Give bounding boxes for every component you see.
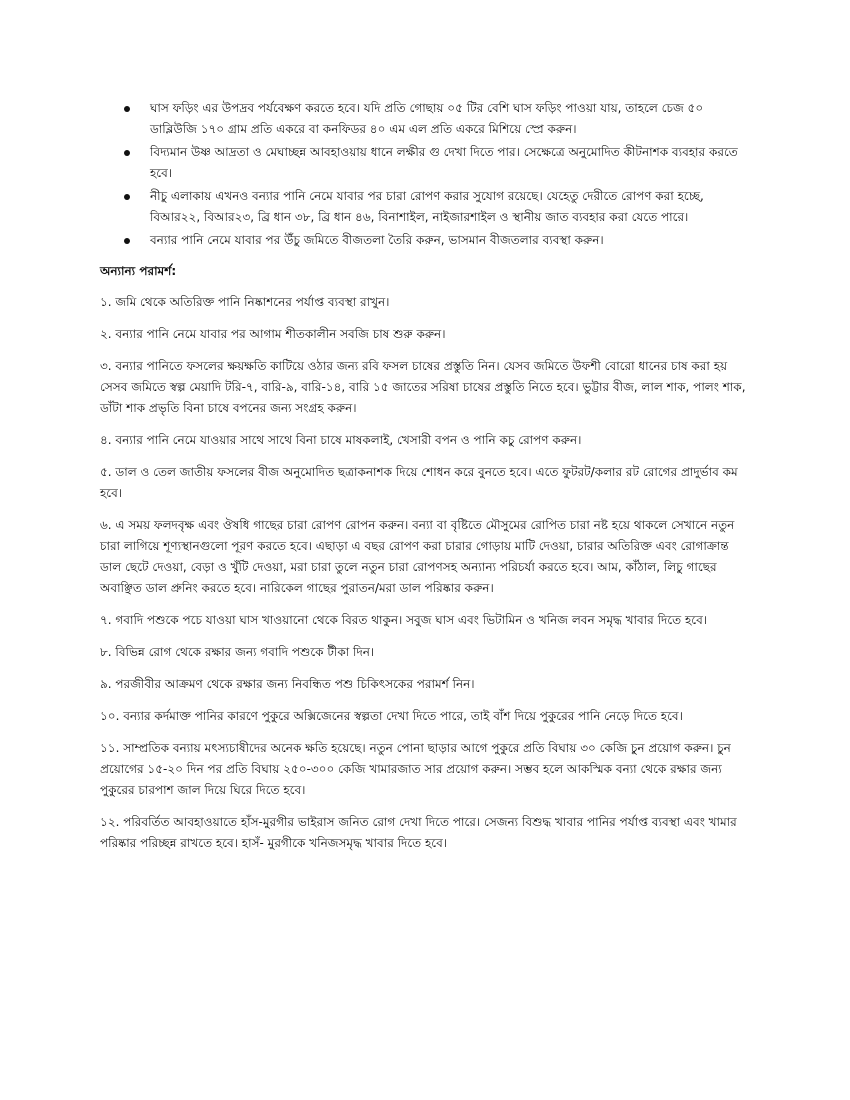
bullet-icon xyxy=(124,238,130,244)
list-item xyxy=(122,230,750,251)
advice-paragraph: ৩. বন্যার পানিতে ফসলের ক্ষয়ক্ষতি কাটিয়ে ওঠার জন্য রবি ফসল চাষের প্রস্তুতি নিন। যেসব জমিতে উফশী বোরো ধানের চাষ করা হয় সেসব জমিতে স্বল্প মেয়াদি টরি-৭, বারি-৯, বারি-১৪, বারি ১৫ জাতের সরিষা চাষের প্রস্তুতি নিতে হবে। ভুট্টার বীজ, লাল শাক, পালং শাক, ডাঁটা শাক প্রভৃতি বিনা চাষে বপনের জন্য সংগ্রহ করুন। xyxy=(100,359,746,415)
advice-paragraph: ১১. সাম্প্রতিক বন্যায় মৎস্যচাষীদের অনেক ক্ষতি হয়েছে। নতুন পোনা ছাড়ার আগে পুকুরে প্রতি বিঘায় ৩০ কেজি চুন প্রয়োগ করুন। চুন প্রয়োগের ১৫-২০ দিন পর প্রতি বিঘায় ২৫০-৩০০ কেজি খামারজাত সার প্রয়োগ করুন। সম্ভব হলে আকস্মিক বন্যা থেকে রক্ষার জন্য পুকুরের চারপাশ জাল দিয়ে ঘিরে দিতে হবে। xyxy=(100,741,731,797)
advice-paragraph: ২. বন্যার পানি নেমে যাবার পর আগাম শীতকালীন সবজি চাষ শুরু করুন। xyxy=(100,327,446,341)
advice-paragraph: ৫. ডাল ও তেল জাতীয় ফসলের বীজ অনুমোদিত ছত্রাকনাশক দিয়ে শোধন করে বুনতে হবে। এতে ফুটরট/কলার রট রোগের প্রাদুর্ভাব কম হবে। xyxy=(100,465,738,500)
bullet-list xyxy=(122,98,750,253)
bullet-icon xyxy=(124,194,130,200)
advice-paragraph: ৯. পরজীবীর আক্রমণ থেকে রক্ষার জন্য নিবন্ধিত পশু চিকিৎসকের পরামর্শ নিন। xyxy=(100,677,475,691)
section-heading: অন্যান্য পরামর্শ: xyxy=(100,264,177,278)
advice-paragraph: ৮. বিভিন্ন রোগ থেকে রক্ষার জন্য গবাদি পশুকে টীকা দিন। xyxy=(100,645,375,659)
bullet-text: নীচু এলাকায় এখনও বন্যার পানি নেমে যাবার পর চারা রোপণ করার সুযোগ রয়েছে। যেহেতু দেরীতে রোপণ করা হচ্ছে, বিআর২২, বিআর২৩, ব্রি ধান ৩৮, ব্রি ধান ৪৬, বিনাশাইল, নাইজারশাইল ও স্থানীয় জাত ব্যবহার করা যেতে পারে। xyxy=(150,189,704,224)
advice-paragraph: ৭. গবাদি পশুকে পচে যাওয়া ঘাস খাওয়ানো থেকে বিরত থাকুন। সবুজ ঘাস এবং ভিটামিন ও খনিজ লবন সমৃদ্ধ খাবার দিতে হবে। xyxy=(100,613,708,627)
list-item xyxy=(122,186,750,228)
list-item xyxy=(122,98,750,140)
advice-paragraph: ৪. বন্যার পানি নেমে যাওয়ার সাথে সাথে বিনা চাষে মাষকলাই, খেসারী বপন ও পানি কচু রোপণ করুন। xyxy=(100,433,582,447)
advice-list xyxy=(100,292,752,865)
bullet-icon xyxy=(124,106,130,112)
bullet-icon xyxy=(124,150,130,156)
advice-paragraph: ১. জমি থেকে অতিরিক্ত পানি নিষ্কাশনের পর্যাপ্ত ব্যবস্থা রাখুন। xyxy=(100,295,390,309)
bullet-text: ঘাস ফড়িং এর উপদ্রব পর্যবেক্ষণ করতে হবে। যদি প্রতি গোছায় ০৫ টির বেশি ঘাস ফড়িং পাওয়া যায়, তাহলে চেজ ৫০ ডাব্লিউজি ১৭০ গ্রাম প্রতি একরে বা কনফিডর ৪০ এম এল প্রতি একরে মিশিয়ে স্প্রে করুন। xyxy=(150,101,704,136)
advice-paragraph: ১২. পরিবর্তিত আবহাওয়াতে হাঁস-মুরগীর ভাইরাস জনিত রোগ দেখা দিতে পারে। সেজন্য বিশুদ্ধ খাবার পানির পর্যাপ্ত ব্যবস্থা এবং খামার পরিষ্কার পরিচ্ছন্ন রাখতে হবে। হাসঁ- মুরগীকে খনিজসমৃদ্ধ খাবার দিতে হবে। xyxy=(100,815,737,850)
advice-paragraph: ১০. বন্যার কর্দমাক্ত পানির কারণে পুকুরে অক্সিজেনের স্বল্পতা দেখা দিতে পারে, তাই বাঁশ দিয়ে পুকুরের পানি নেড়ে দিতে হবে। xyxy=(100,709,683,723)
bullet-text: বন্যার পানি নেমে যাবার পর উঁচু জমিতে বীজতলা তৈরি করুন, ভাসমান বীজতলার ব্যবস্থা করুন। xyxy=(150,233,604,247)
bullet-text: বিদ্যমান উষ্ণ আদ্রতা ও মেঘাচ্ছন্ন আবহাওয়ায় ধানে লক্ষীর গু দেখা দিতে পার। সেক্ষেত্রে অনুমোদিত কীটনাশক ব্যবহার করতে হবে। xyxy=(150,145,738,180)
advice-paragraph: ৬. এ সময় ফলদবৃক্ষ এবং ঔষধি গাছের চারা রোপণ রোপন করুন। বন্যা বা বৃষ্টিতে মৌসুমের রোপিত চারা নষ্ট হয়ে থাকলে সেখানে নতুন চারা লাগিয়ে শূণ্যস্থানগুলো পূরণ করতে হবে। এছাড়া এ বছর রোপণ করা চারার গোড়ায় মাটি দেওয়া, চারার অতিরিক্ত এবং রোগাক্রান্ত ডাল ছেটে দেওয়া, বেড়া ও খুঁটি দেওয়া, মরা চারা তুলে নতুন চারা রোপণসহ অন্যান্য পরিচর্যা করতে হবে। আম, কাঁঠাল, লিচু গাছের অবাঞ্ছিত ডাল প্রুনিং করতে হবে। নারিকেল গাছের পুরাতন/মরা ডাল পরিষ্কার করুন। xyxy=(100,518,735,595)
list-item xyxy=(122,142,750,184)
